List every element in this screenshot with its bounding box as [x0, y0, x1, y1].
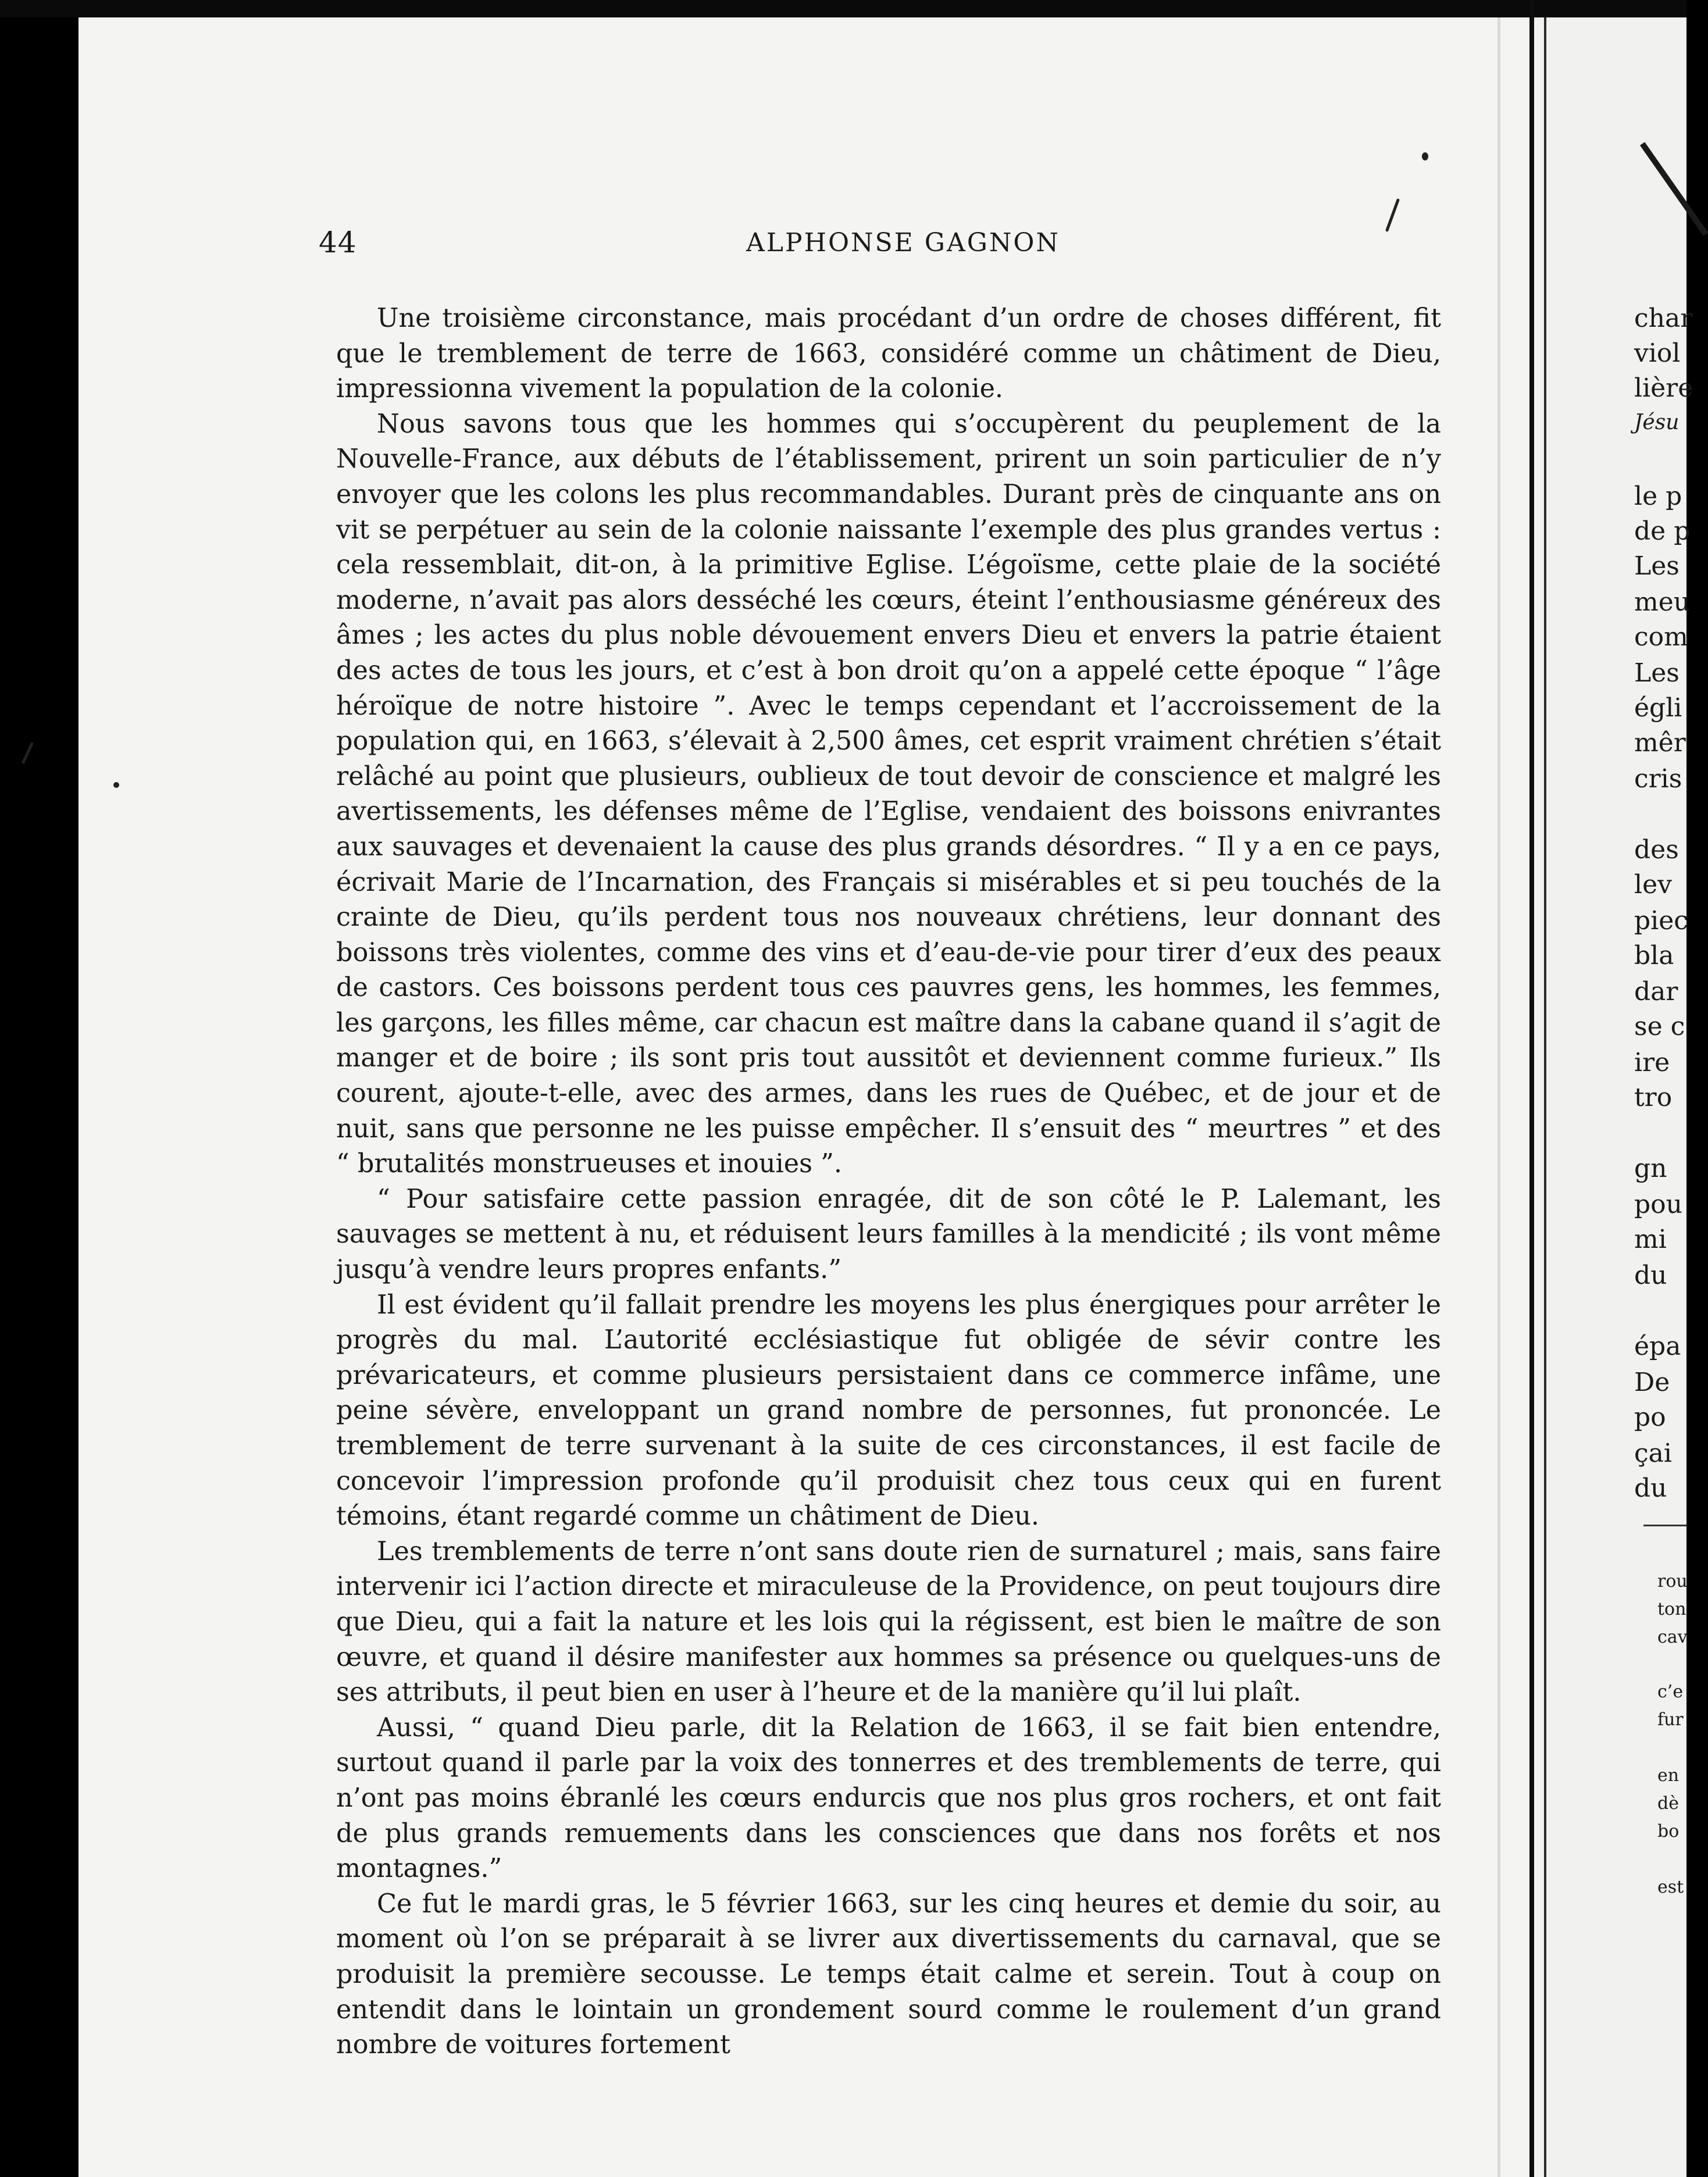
fragment: po: [1634, 1402, 1666, 1432]
fragment: çai: [1634, 1439, 1672, 1468]
fragment: Jésu: [1634, 411, 1680, 434]
paragraph: Une troisième circonstance, mais procédant d’un ordre de choses différent, fit que le tremblement de terre de 1663, considéré comme un châtiment de Dieu, impressionna vivement la population de la colonie.: [336, 304, 1441, 404]
scan-border: [0, 0, 1686, 17]
paragraph: Il est évident qu’il fallait prendre les moyens les plus énergiques pour arrêter le progrès du mal. L’autorité ecclésiastique fut obligée de sévir contre les prévaricateurs, et comme plusieurs persistaient dans ce commerce infâme, une peine sévère, enveloppant un grand nombre de personnes, fut prononcée. Le tremblement de terre survenant à la suite de ces circonstances, il est facile de concevoir l’impression profonde qu’il produisit chez tous ceux qui en furent témoins, étant regardé comme un châtiment de Dieu.: [336, 1290, 1441, 1532]
fragment: piec: [1634, 906, 1688, 936]
fragment: dar: [1634, 977, 1678, 1007]
fragment: du: [1634, 1261, 1667, 1290]
fragment: com: [1634, 622, 1688, 652]
scan-speck: [22, 742, 34, 764]
paragraph: “ Pour satisfaire cette passion enragée, dit de son côté le P. Lalemant, les sauvages se mettent à nu, et réduisent leurs familles à la mendicité ; ils vont même jusqu’à vendre leurs propres enfants.”: [336, 1184, 1441, 1285]
fragment: gn: [1634, 1154, 1667, 1183]
fragment: épa: [1634, 1332, 1681, 1361]
fragment: bo: [1657, 1821, 1680, 1841]
fragment: égli: [1634, 693, 1682, 723]
fragment: des: [1634, 835, 1679, 865]
fragment: c’e: [1657, 1682, 1684, 1702]
fragment: se c: [1634, 1012, 1685, 1041]
paragraph: Aussi, “ quand Dieu parle, dit la Relation de 1663, il se fait bien entendre, surtout quand il parle par la voix des tonnerres et des tremblements de terre, qui n’ont pas moins ébranlé les cœurs endurcis que nos plus gros rochers, et ont fait de plus grands remuements dans les consciences que dans nos forêts et nos montagnes.”: [336, 1712, 1441, 1884]
fragment: Les: [1634, 658, 1680, 688]
fragment: lev: [1634, 870, 1672, 900]
fragment: char: [1634, 304, 1693, 333]
book-gutter: [1529, 0, 1534, 2177]
fragment: mi: [1634, 1225, 1667, 1254]
scan-speck: [113, 782, 119, 788]
paragraph: Nous savons tous que les hommes qui s’occupèrent du peuplement de la Nouvelle-France, aux débuts de l’établissement, prirent un soin particulier de n’y envoyer que les colons les plus recommandables. Durant près de cinquante ans on vit se perpétuer au sein de la colonie naissante l’exemple des plus grandes vertus : cela ressemblait, dit-on, à la primitive Eglise. L’égoïsme, cette plaie de la société moderne, n’avait pas alors desséché les cœurs, éteint l’enthousiasme généreux des âmes ; les actes du plus noble dévouement envers Dieu et envers la patrie étaient des actes de tous les jours, et c’est à bon droit qu’on a appelé cette époque “ l’âge héroïque de notre histoire ”. Avec le temps cependant et l’accroissement de la population qui, en 1663, s’élevait à 2,500 âmes, cet esprit vraiment chrétien s’était relâché au point que plusieurs, oublieux de tout devoir de conscience et malgré les avertissements, les défenses même de l’Eglise, vendaient des boissons enivrantes aux sauvages et devenaient la cause des plus grands désordres. “ Il y a en ce pays, écrivait Marie de l’Incarnation, des Français si misérables et si peu touchés de la crainte de Dieu, qu’ils perdent tous nos nouveaux chrétiens, leur donnant des boissons très violentes, comme des vins et d’eau-de-vie pour tirer d’eux des peaux de castors. Ces boissons perdent tous ces pauvres gens, les hommes, les femmes, les garçons, les filles même, car chacun est maître dans la cabane quand il s’agit de manger et de boire ; ils sont pris tout aussitôt et deviennent comme furieux.” Ils courent, ajoute-t-elle, avec des armes, dans les rues de Québec, et de jour et de nuit, sans que personne ne les puisse empêcher. Il s’ensuit des “ meurtres ” et des “ brutalités monstrueuses et inouies ”.: [336, 409, 1441, 1179]
fragment: de p: [1634, 516, 1691, 546]
page-number: 44: [319, 226, 357, 259]
fragment: du: [1634, 1473, 1667, 1503]
fragment: pou: [1634, 1190, 1682, 1219]
fragment: cav: [1657, 1627, 1688, 1647]
fragment: viol: [1634, 338, 1681, 368]
page-header: [319, 226, 1441, 266]
fragment: bla: [1634, 941, 1674, 970]
facing-page-text: [1634, 0, 1693, 2177]
paragraph: Les tremblements de terre n’ont sans doute rien de surnaturel ; mais, sans faire intervenir ici l’action directe et miraculeuse de la Providence, on peut toujours dire que Dieu, qui a fait la nature et les lois qui la régissent, est bien le maître de son œuvre, et quand il désire manifester aux hommes sa présence ou quelques-uns de ses attributs, il peut bien en user à l’heure et de la manière qu’il lui plaît.: [336, 1536, 1441, 1708]
fragment: meu: [1634, 587, 1691, 617]
paragraph: Ce fut le mardi gras, le 5 février 1663, sur les cinq heures et demie du soir, au moment où l’on se préparait à se livrer aux divertissements du carnaval, que se produisit la première secousse. Le temps était calme et serein. Tout à coup on entendit dans le lointain un grondement sourd comme le roulement d’un grand nombre de voitures fortement: [336, 1889, 1441, 2060]
fragment: tro: [1634, 1083, 1673, 1112]
fragment: dè: [1657, 1793, 1679, 1814]
fragment: le p: [1634, 481, 1682, 511]
fragment: Les: [1634, 551, 1680, 581]
facing-page-edge: [1544, 17, 1546, 2177]
running-head: ALPHONSE GAGNON: [746, 228, 1060, 258]
page-edge: [1497, 17, 1500, 2177]
fragment: ton: [1657, 1599, 1686, 1619]
fragment: mêr: [1634, 728, 1686, 758]
fragment: lière: [1634, 373, 1693, 403]
scan-speck: [1422, 152, 1428, 160]
fragment: ire: [1634, 1048, 1670, 1077]
fragment: est: [1657, 1877, 1684, 1897]
body-text: [336, 301, 1441, 2063]
fragment: cris: [1634, 764, 1682, 794]
fragment: De: [1634, 1368, 1670, 1397]
fragment: rou: [1657, 1571, 1688, 1591]
fragment: fur: [1657, 1710, 1684, 1730]
fragment: en: [1657, 1765, 1680, 1786]
